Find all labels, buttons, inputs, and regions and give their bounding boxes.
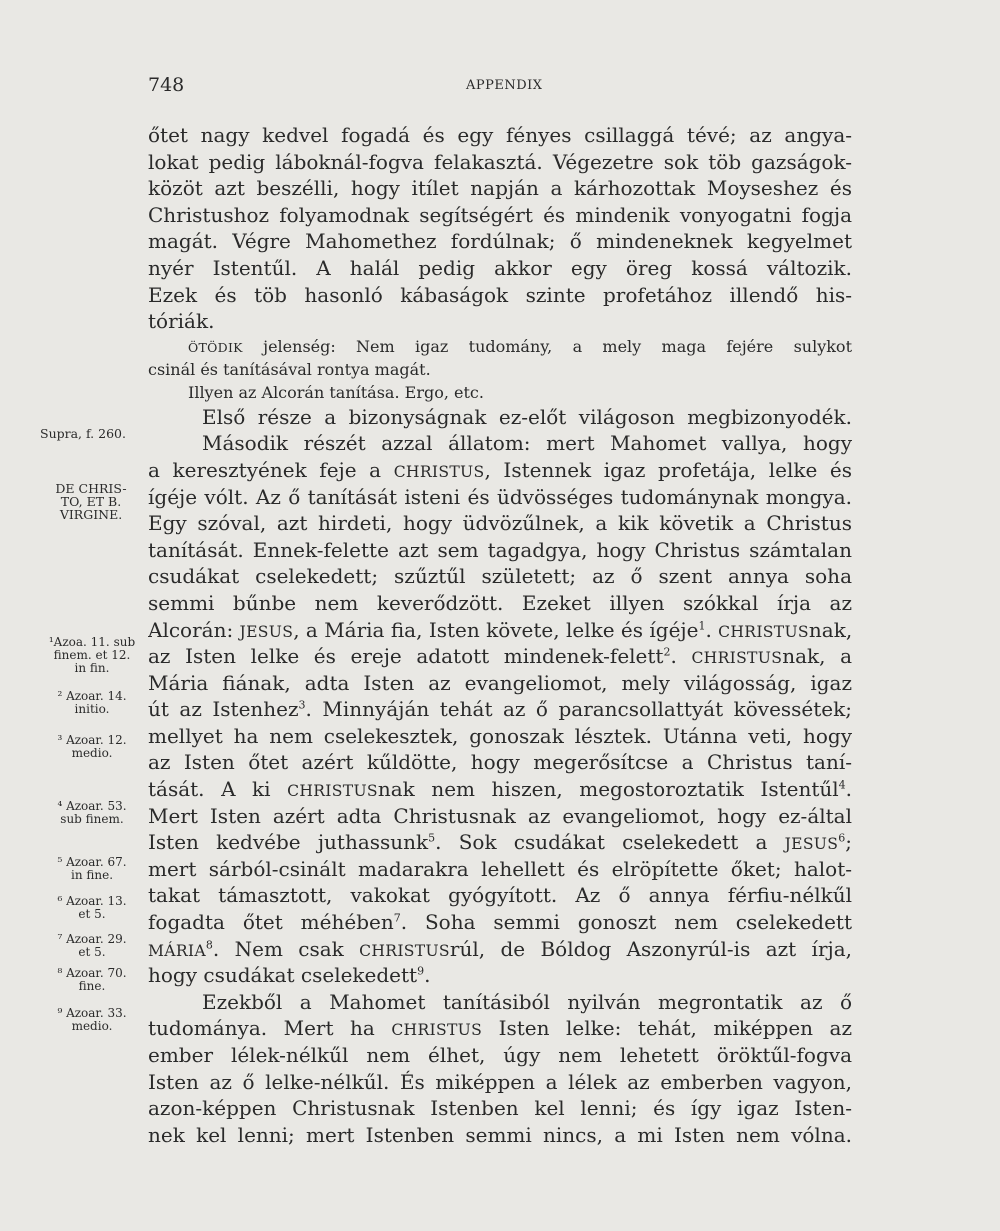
footnote-ref-8: ⁸ Azoar. 70. fine. — [57, 966, 127, 993]
text-line: csinál és tanításával rontya magát. — [148, 359, 431, 379]
text-line: Illyen az Alcorán tanítása. Ergo, etc. — [188, 382, 484, 402]
page-number: 748 — [148, 74, 185, 96]
text-line: nek kel lenni; mert Istenben semmi nincs, a mi Isten nem vólna. — [148, 1122, 852, 1147]
text-line: ÖTÖDIK jelenség: Nem igaz tudomány, a mely maga fejére sulykot — [188, 336, 852, 356]
text-line: Isten az ő lelke-nélkűl. És miképpen a lélek az emberben vagyon, — [148, 1069, 852, 1094]
text-line: mert sárból-csinált madarakra lehellett és elröpítette őket; halot- — [148, 856, 852, 881]
footnote-ref-5: ⁵ Azoar. 67. in fine. — [57, 855, 127, 882]
text-line: Alcorán: JESUS, a Mária fia, Isten követe, lelke és ígéje$^1$. CHRISTUSnak, — [148, 617, 852, 642]
text-line: ígéje vólt. Az ő tanítását isteni és üdvösséges tudománynak mongya. — [148, 484, 852, 509]
text-line: Mária fiának, adta Isten az evangeliomot, mely világosság, igaz — [148, 670, 852, 695]
footnote-ref-2: ² Azoar. 14. initio. — [57, 689, 127, 716]
text-line: a keresztyének feje a CHRISTUS, Istennek igaz profetája, lelke és — [148, 457, 852, 482]
page-header — [148, 72, 864, 102]
text-line: közöt azt beszélli, hogy itílet napján a kárhozottak Moyseshez és — [148, 176, 852, 201]
text-line: az Isten őtet azért kűldötte, hogy megerősítcse a Christus taní- — [148, 750, 852, 775]
text-line: Ezek és töb hasonló kábaságok szinte profetához illendő his- — [148, 282, 852, 307]
text-line: tóriák. — [148, 309, 215, 334]
footnote-ref-3: ³ Azoar. 12. medio. — [57, 733, 127, 760]
text-line: az Isten lelke és ereje adatott mindenek-felett$^2$. CHRISTUSnak, a — [148, 644, 852, 669]
text-line: Christushoz folyamodnak segítségért és mindenik vonyogatni fogja — [148, 202, 852, 227]
text-line: mellyet ha nem cselekesztek, gonoszak lésztek. Utánna veti, hogy — [148, 723, 852, 748]
text-line: csudákat cselekedett; szűztűl született; az ő szent annya soha — [148, 564, 852, 589]
text-line: nyér Istentűl. A halál pedig akkor egy öreg kossá változik. — [148, 255, 852, 280]
footnote-ref-4: ⁴ Azoar. 53. sub finem. — [57, 799, 127, 826]
margin-note-supra: Supra, f. 260. — [40, 426, 126, 441]
text-line: Egy szóval, azt hirdeti, hogy üdvözűlnek, a kik követik a Christus — [148, 511, 852, 536]
text-line: semmi bűnbe nem keverődzött. Ezeket illyen szókkal írja az — [148, 590, 852, 615]
text-line: Második részét azzal állatom: mert Mahomet vallya, hogy — [202, 431, 852, 456]
text-line: Első része a bizonyságnak ez-előt világoson megbizonyodék. — [202, 404, 852, 429]
small-print-block — [148, 335, 852, 404]
text-line: Isten kedvébe juthassunk$^5$. Sok csudákat cselekedett a JESUS$^6$; — [148, 830, 852, 855]
text-line: Mert Isten azért adta Christusnak az evangeliomot, hogy ez-által — [148, 803, 852, 828]
text-line: tanítását. Ennek-felette azt sem tagadgya, hogy Christus számtalan — [148, 537, 852, 562]
footnote-ref-1: ¹Azoa. 11. sub finem. et 12. in fin. — [48, 635, 136, 675]
text-line: lokat pedig láboknál-fogva felakasztá. Végezetre sok töb gazságok- — [148, 149, 852, 174]
text-line: magát. Végre Mahomethez fordúlnak; ő mindeneknek kegyelmet — [148, 229, 852, 254]
text-line: ember lélek-nélkűl nem élhet, úgy nem lehetett öröktűl-fogva — [148, 1043, 852, 1067]
text-line: hogy csudákat cselekedett$^9$. — [148, 963, 431, 988]
main-text — [148, 122, 852, 1148]
text-line: MÁRIA$^8$. Nem csak CHRISTUSrúl, de Bóldog Aszonyrúl-is azt írja, — [148, 936, 852, 961]
text-line: takat támasztott, vakokat gyógyított. Az ő annya férfiu-nélkűl — [148, 883, 852, 908]
footnote-ref-7: ⁷ Azoar. 29. et 5. — [57, 932, 127, 959]
margin-note-de-christo: DE CHRIS- TO, ET B. VIRGINE. — [55, 481, 127, 522]
running-head: APPENDIX — [466, 78, 543, 93]
text-line: tudománya. Mert ha CHRISTUS Isten lelke: tehát, miképpen az — [148, 1016, 852, 1041]
text-line: őtet nagy kedvel fogadá és egy fényes csillaggá tévé; az angya- — [148, 123, 852, 147]
text-line: út az Istenhez$^3$. Minnyáján tehát az ő parancsollattyát kövessétek; — [148, 697, 852, 722]
text-line: fogadta őtet méhében$^7$. Soha semmi gonoszt nem cselekedett — [148, 910, 852, 935]
footnote-ref-6: ⁶ Azoar. 13. et 5. — [57, 894, 127, 921]
text-line: Ezekből a Mahomet tanításiból nyilván megrontatik az ő — [202, 989, 852, 1014]
text-line: tását. A ki CHRISTUSnak nem hiszen, megostoroztatik Istentűl$^4$. — [148, 777, 852, 802]
footnote-ref-9: ⁹ Azoar. 33. medio. — [57, 1006, 127, 1033]
text-line: azon-képpen Christusnak Istenben kel lenni; és így igaz Isten- — [148, 1096, 852, 1121]
